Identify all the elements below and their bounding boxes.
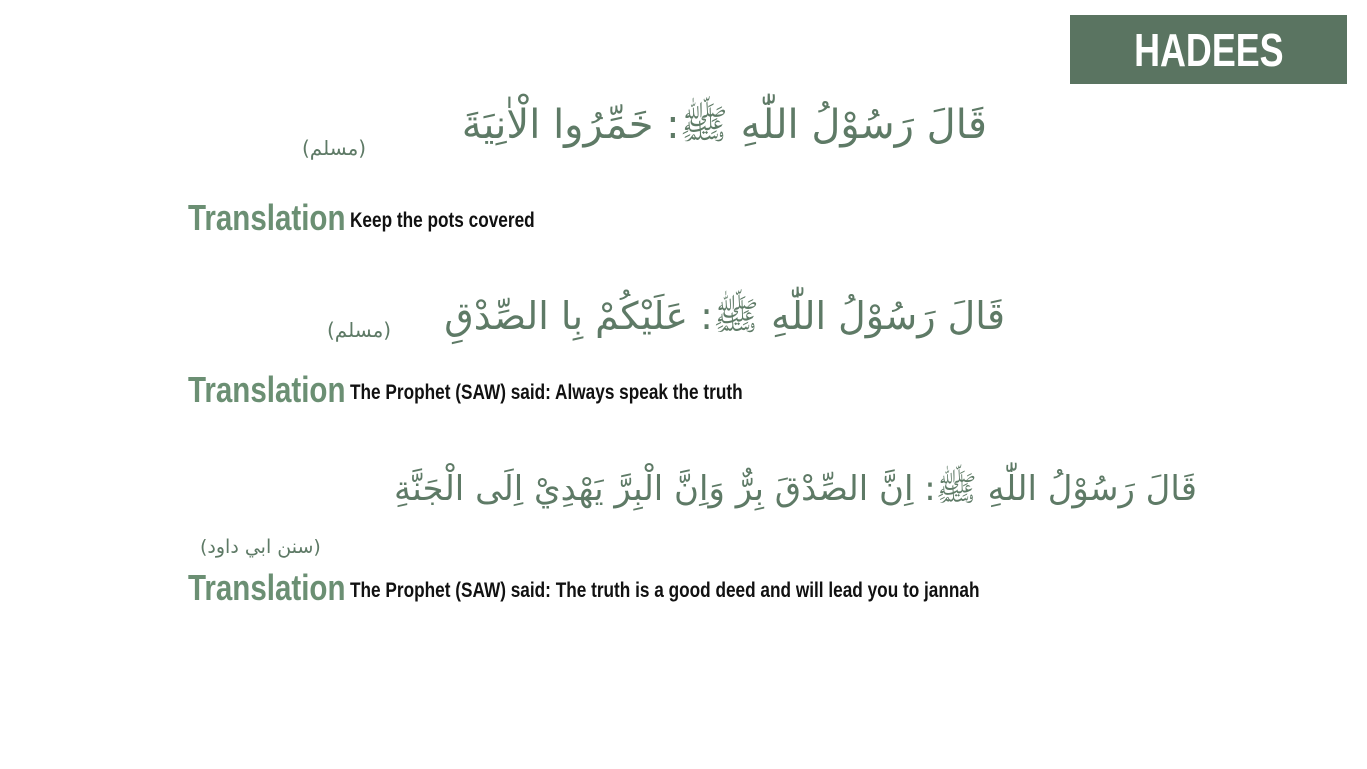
hadith-1-translation-label: Translation bbox=[188, 197, 346, 238]
hadith-1-reference: (مسلم) bbox=[302, 136, 367, 160]
hadith-1-translation: Keep the pots covered bbox=[350, 209, 535, 232]
hadith-3-translation-label: Translation bbox=[188, 567, 346, 608]
title-banner bbox=[1070, 15, 1347, 84]
hadith-1-arabic: قَالَ رَسُوْلُ اللّٰهِ ﷺ: خَمِّرُوا الْاٰنِيَةَ bbox=[461, 102, 987, 148]
hadith-3-translation: The Prophet (SAW) said: The truth is a good deed and will lead you to jannah bbox=[350, 579, 980, 602]
hadith-2-reference: (مسلم) bbox=[327, 318, 392, 342]
hadith-2-translation: The Prophet (SAW) said: Always speak the truth bbox=[350, 381, 743, 404]
hadith-3-arabic: قَالَ رَسُوْلُ اللّٰهِ ﷺ: اِنَّ الصِّدْقَ بِرٌّ وَاِنَّ الْبِرَّ يَهْدِيْ اِلَى الْجَنَّةِ bbox=[394, 469, 1197, 509]
page-title: HADEES bbox=[1133, 23, 1284, 76]
hadith-2-arabic: قَالَ رَسُوْلُ اللّٰهِ ﷺ: عَلَيْكُمْ بِا الصِّدْقِ bbox=[444, 294, 1005, 338]
hadith-2-translation-label: Translation bbox=[188, 369, 346, 410]
hadith-3-reference: (سنن ابي داود) bbox=[200, 536, 321, 558]
